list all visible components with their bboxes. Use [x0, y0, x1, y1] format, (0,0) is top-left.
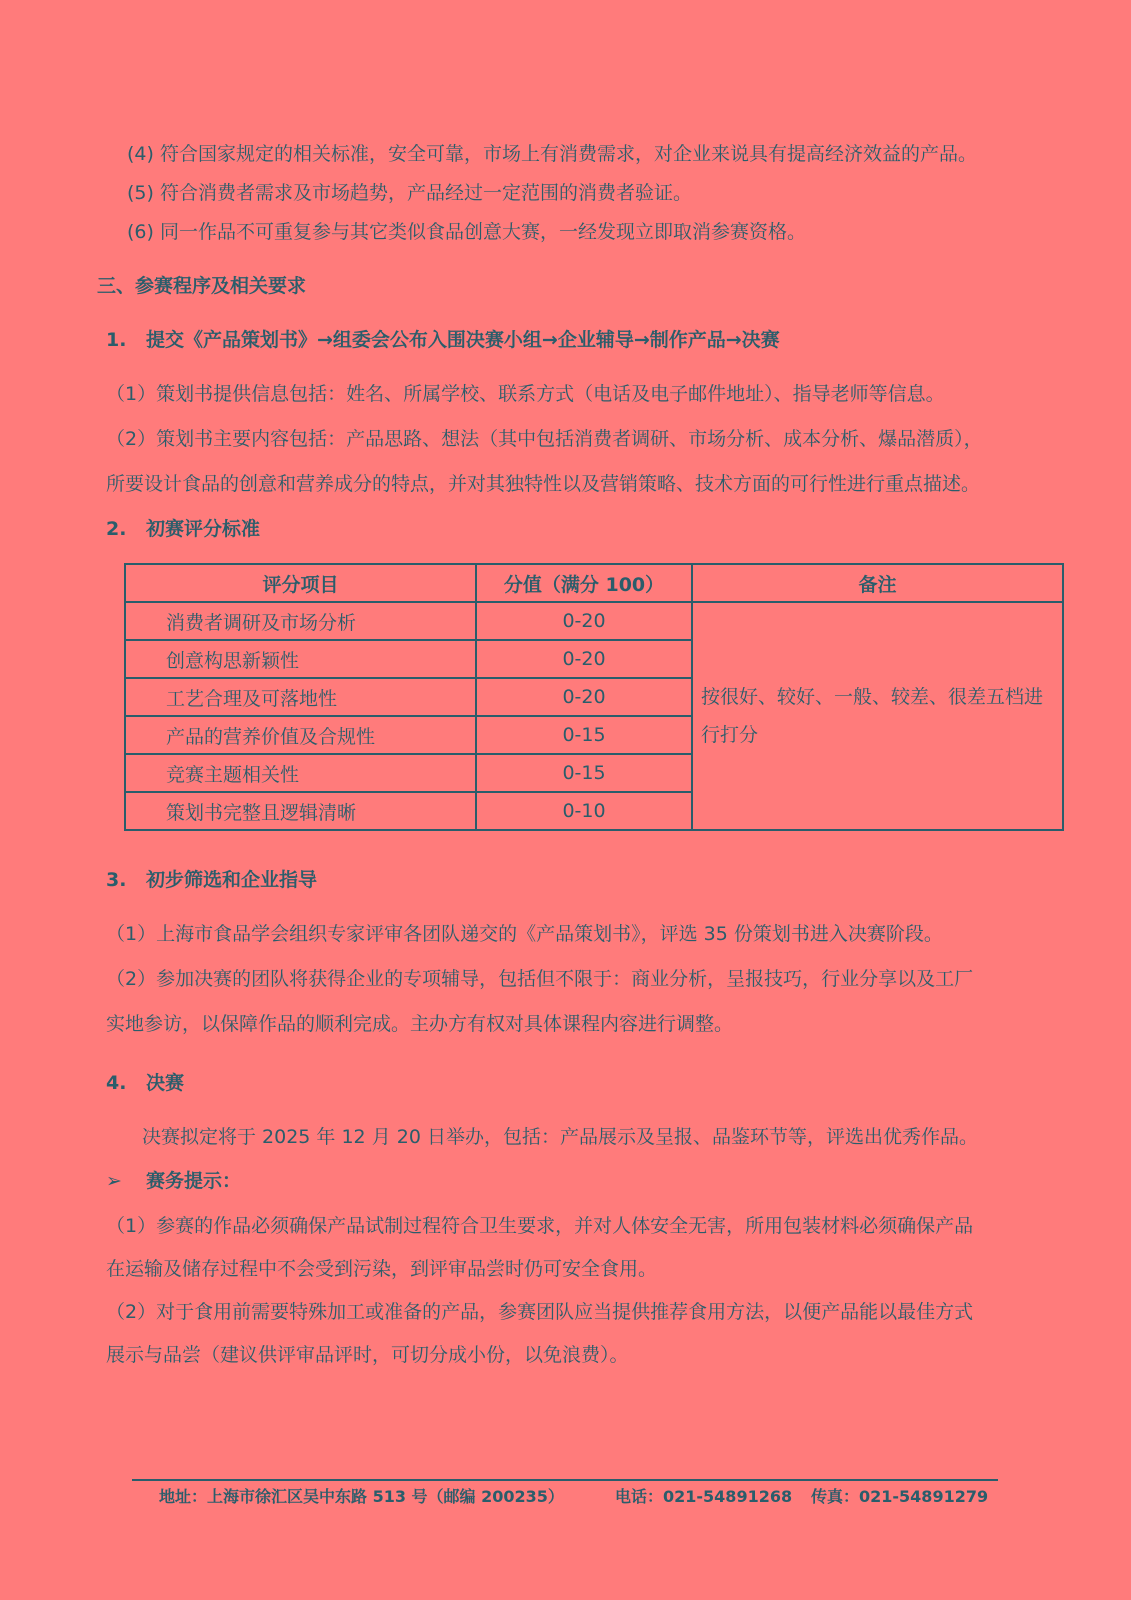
subsection-2-heading [106, 517, 260, 541]
subsection-3-paragraph-1: （1）上海市食品学会组织专家评审各团队递交的《产品策划书》，评选 35 份策划书进入决赛阶段。 [106, 923, 943, 945]
subsection-1-number: 1. [106, 329, 127, 351]
footer-divider [132, 1479, 998, 1481]
table-header-row [125, 564, 1063, 602]
section-heading: 三、参赛程序及相关要求 [97, 275, 307, 297]
subsection-3-heading [106, 868, 317, 892]
footer-address: 地址：上海市徐汇区吴中东路 513 号（邮编 200235） [159, 1487, 564, 1506]
table-row [125, 602, 1063, 640]
row-score: 0-20 [476, 640, 692, 678]
header-item: 评分项目 [125, 564, 476, 602]
row-score: 0-10 [476, 792, 692, 830]
subsection-1-paragraph-2b: 所要设计食品的创意和营养成分的特点，并对其独特性以及营销策略、技术方面的可行性进行重点描述。 [106, 473, 981, 495]
subsection-4-paragraph: 决赛拟定将于 2025 年 12 月 20 日举办，包括：产品展示及呈报、品鉴环节等，评选出优秀作品。 [142, 1126, 978, 1148]
tips-paragraph-2b: 展示与品尝（建议供评审品评时，可切分成小份，以免浪费）。 [106, 1344, 629, 1366]
header-score: 分值（满分 100） [476, 564, 692, 602]
row-score: 0-20 [476, 602, 692, 640]
subsection-1-paragraph-2a: （2）策划书主要内容包括：产品思路、想法（其中包括消费者调研、市场分析、成本分析、爆品潜质）， [106, 428, 983, 450]
criteria-item-6: (6) 同一作品不可重复参与其它类似食品创意大赛，一经发现立即取消参赛资格。 [127, 221, 806, 243]
row-item: 工艺合理及可落地性 [125, 678, 476, 716]
tips-title: 赛务提示： [146, 1170, 242, 1192]
subsection-3-paragraph-2b: 实地参访，以保障作品的顺利完成。主办方有权对具体课程内容进行调整。 [106, 1013, 734, 1035]
subsection-1-paragraph-1: （1）策划书提供信息包括：姓名、所属学校、联系方式（电话及电子邮件地址）、指导老师等信息。 [106, 383, 945, 405]
row-note: 按很好、较好、一般、较差、很差五档进行打分 [692, 602, 1063, 830]
criteria-item-5: (5) 符合消费者需求及市场趋势，产品经过一定范围的消费者验证。 [127, 182, 692, 204]
row-score: 0-20 [476, 678, 692, 716]
subsection-3-number: 3. [106, 869, 127, 891]
scoring-table [124, 563, 1064, 831]
criteria-item-4: (4) 符合国家规定的相关标准，安全可靠，市场上有消费需求，对企业来说具有提高经济效益的产品。 [127, 143, 977, 165]
tips-paragraph-2a: （2）对于食用前需要特殊加工或准备的产品，参赛团队应当提供推荐食用方法，以便产品能以最佳方式 [106, 1301, 974, 1323]
subsection-1-title: 提交《产品策划书》→组委会公布入围决赛小组→企业辅导→制作产品→决赛 [146, 329, 780, 351]
subsection-3-paragraph-2a: （2）参加决赛的团队将获得企业的专项辅导，包括但不限于：商业分析，呈报技巧，行业分享以及工厂 [106, 968, 974, 990]
subsection-1-heading [106, 328, 780, 352]
subsection-3-title: 初步筛选和企业指导 [146, 869, 318, 891]
footer-fax: 传真：021-54891279 [811, 1487, 989, 1506]
tips-paragraph-1a: （1）参赛的作品必须确保产品试制过程符合卫生要求，并对人体安全无害，所用包装材料必须确保产品 [106, 1215, 974, 1237]
row-score: 0-15 [476, 716, 692, 754]
row-item: 创意构思新颖性 [125, 640, 476, 678]
subsection-4-title: 决赛 [146, 1072, 185, 1094]
header-note: 备注 [692, 564, 1063, 602]
footer-phone: 电话：021-54891268 [615, 1487, 793, 1506]
tips-heading [106, 1169, 241, 1193]
tips-paragraph-1b: 在运输及储存过程中不会受到污染，到评审品尝时仍可安全食用。 [106, 1258, 658, 1280]
row-item: 产品的营养价值及合规性 [125, 716, 476, 754]
subsection-4-heading [106, 1071, 184, 1095]
row-score: 0-15 [476, 754, 692, 792]
row-item: 竞赛主题相关性 [125, 754, 476, 792]
subsection-2-number: 2. [106, 518, 127, 540]
subsection-4-number: 4. [106, 1072, 127, 1094]
row-item: 消费者调研及市场分析 [125, 602, 476, 640]
bullet-icon: ➢ [106, 1170, 122, 1192]
subsection-2-title: 初赛评分标准 [146, 518, 261, 540]
row-item: 策划书完整且逻辑清晰 [125, 792, 476, 830]
